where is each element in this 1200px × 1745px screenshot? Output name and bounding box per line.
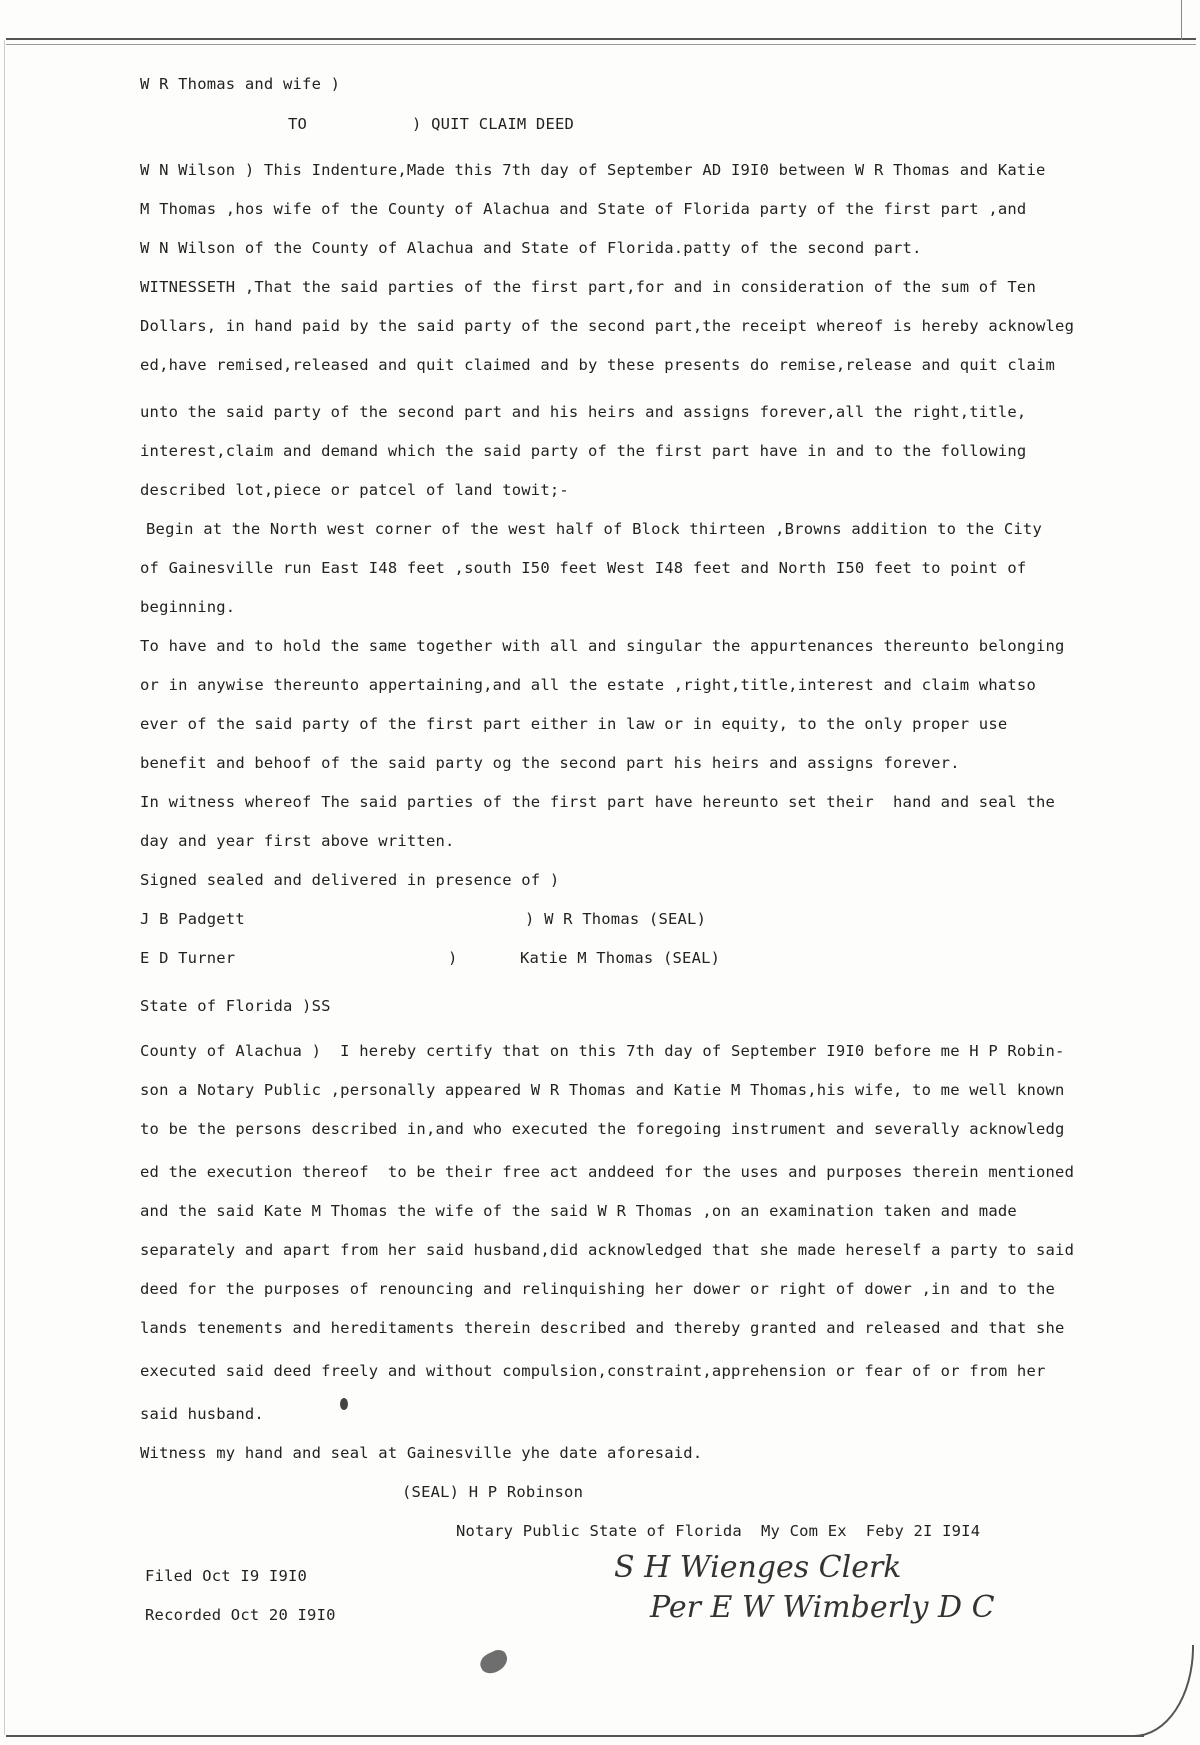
caption-title: ) QUIT CLAIM DEED <box>412 115 575 133</box>
property-description-line: beginning. <box>140 598 236 616</box>
deed-line: described lot,piece or patcel of land towit;- <box>140 481 569 499</box>
top-rule <box>6 38 1196 40</box>
grantor-signature: Katie M Thomas (SEAL) <box>520 949 721 967</box>
property-description-line: of Gainesville run East I48 feet ,south I50 feet West I48 feet and North I50 feet to point of <box>140 559 1027 577</box>
venue-line: State of Florida )SS <box>140 997 331 1015</box>
testimonium-line: In witness whereof The said parties of the first part have hereunto set their hand and seal the <box>140 793 1056 811</box>
witness-name: E D Turner <box>140 949 236 967</box>
acknowledgment-line: and the said Kate M Thomas the wife of the said W R Thomas ,on an examination taken and made <box>140 1202 1017 1220</box>
habendum-line: or in anywise thereunto appertaining,and all the estate ,right,title,interest and claim whatso <box>140 676 1036 694</box>
notary-title: Notary Public State of Florida My Com Ex Feby 2I I9I4 <box>456 1522 981 1540</box>
deed-line: M Thomas ,hos wife of the County of Alachua and State of Florida party of the first part ,and <box>140 200 1027 218</box>
clerk-signature: S H Wienges Clerk <box>614 1550 902 1585</box>
deed-line: ed,have remised,released and quit claimed and by these presents do remise,release and quit claim <box>140 356 1056 374</box>
acknowledgment-line: to be the persons described in,and who executed the foregoing instrument and severally acknowledg <box>140 1120 1065 1138</box>
witness-hand-line: Witness my hand and seal at Gainesville yhe date aforesaid. <box>140 1444 703 1462</box>
acknowledgment-line: separately and apart from her said husband,did acknowledged that she made hereself a party to said <box>140 1241 1075 1259</box>
notary-name: (SEAL) H P Robinson <box>402 1483 584 1501</box>
acknowledgment-line: deed for the purposes of renouncing and relinquishing her dower or right of dower ,in and to the <box>140 1280 1056 1298</box>
attestation-line: Signed sealed and delivered in presence of ) <box>140 871 560 889</box>
acknowledgment-line: County of Alachua ) I hereby certify that on this 7th day of September I9I0 before me H P Robin- <box>140 1042 1065 1060</box>
deed-line: W N Wilson of the County of Alachua and State of Florida.patty of the second part. <box>140 239 922 257</box>
habendum-line: ever of the said party of the first part either in law or in equity, to the only proper use <box>140 715 1008 733</box>
ink-mark <box>340 1398 348 1410</box>
left-page-edge <box>4 40 5 1735</box>
deed-line: Dollars, in hand paid by the said party of the second part,the receipt whereof is hereby acknowleg <box>140 317 1075 335</box>
top-rule-secondary <box>6 44 1196 45</box>
witness-name: J B Padgett <box>140 910 245 928</box>
signature-bracket: ) <box>448 949 458 967</box>
bottom-rule <box>6 1735 1144 1737</box>
habendum-line: benefit and behoof of the said party og the second part his heirs and assigns forever. <box>140 754 960 772</box>
acknowledgment-line: lands tenements and hereditaments therein described and thereby granted and released and that she <box>140 1319 1065 1337</box>
page-corner-curl <box>1132 1645 1194 1737</box>
deputy-clerk-signature: Per E W Wimberly D C <box>650 1590 995 1625</box>
caption-grantor: W R Thomas and wife ) <box>140 75 341 93</box>
right-page-edge <box>1181 0 1182 40</box>
acknowledgment-line: ed the execution thereof to be their free act anddeed for the uses and purposes therein mentioned <box>140 1163 1075 1181</box>
deed-line: W N Wilson ) This Indenture,Made this 7th day of September AD I9I0 between W R Thomas and Katie <box>140 161 1046 179</box>
ink-blot <box>477 1647 511 1677</box>
property-description-line: Begin at the North west corner of the west half of Block thirteen ,Browns addition to the City <box>146 520 1042 538</box>
acknowledgment-line: son a Notary Public ,personally appeared W R Thomas and Katie M Thomas,his wife, to me well known <box>140 1081 1065 1099</box>
deed-line: WITNESSETH ,That the said parties of the first part,for and in consideration of the sum of Ten <box>140 278 1036 296</box>
grantor-signature: ) W R Thomas (SEAL) <box>525 910 707 928</box>
deed-line: interest,claim and demand which the said party of the first part have in and to the following <box>140 442 1027 460</box>
caption-to: TO <box>288 115 308 133</box>
acknowledgment-line: executed said deed freely and without compulsion,constraint,apprehension or fear of or from her <box>140 1362 1046 1380</box>
deed-line: unto the said party of the second part and his heirs and assigns forever,all the right,title, <box>140 403 1027 421</box>
filed-date: Filed Oct I9 I9I0 <box>145 1567 308 1585</box>
testimonium-line: day and year first above written. <box>140 832 455 850</box>
habendum-line: To have and to hold the same together with all and singular the appurtenances thereunto belonging <box>140 637 1065 655</box>
acknowledgment-line: said husband. <box>140 1405 264 1423</box>
recorded-date: Recorded Oct 20 I9I0 <box>145 1606 336 1624</box>
